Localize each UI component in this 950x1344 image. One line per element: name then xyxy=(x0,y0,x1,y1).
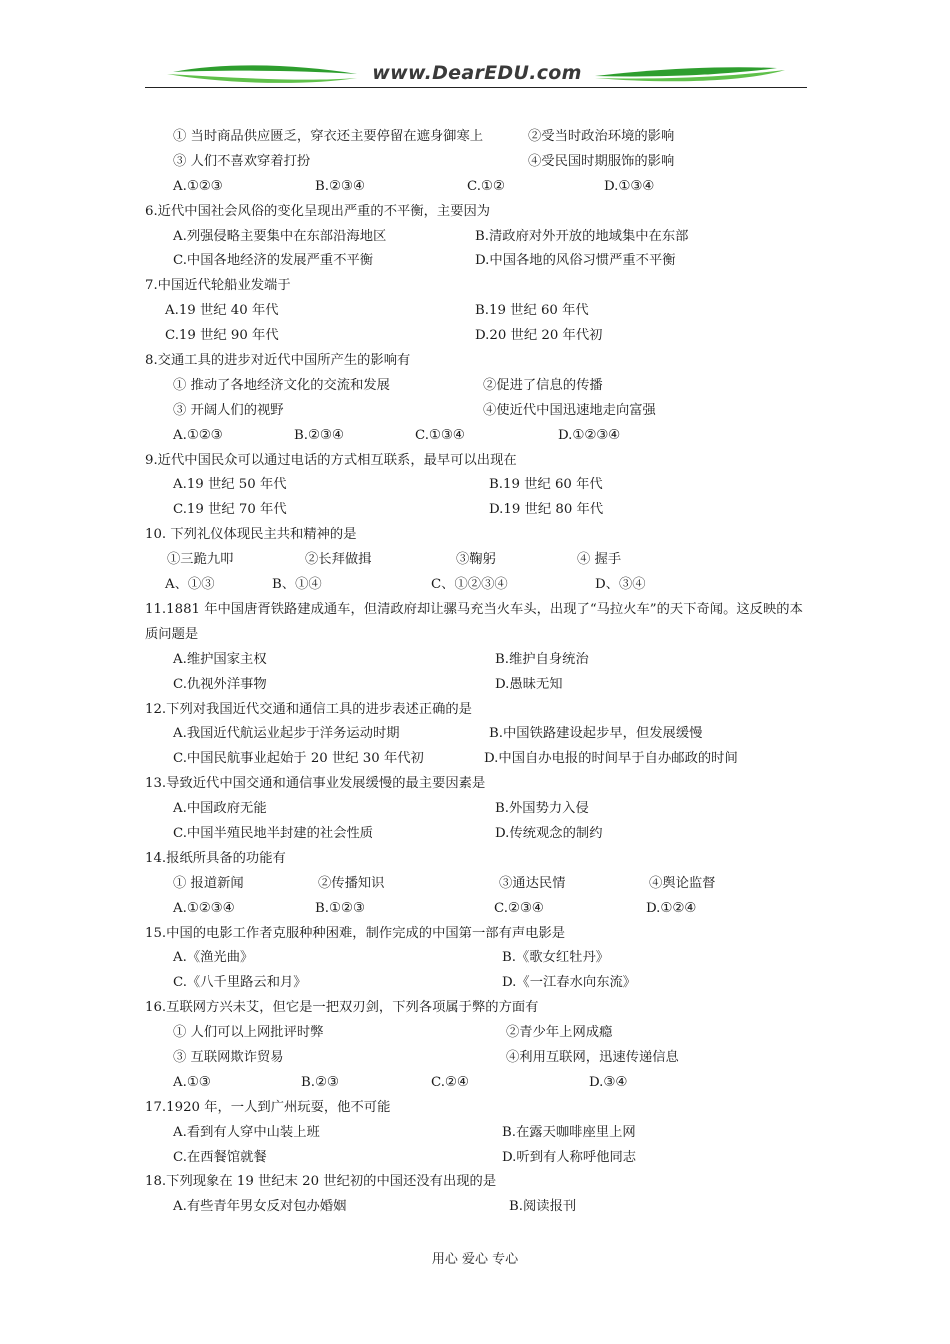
question-stem-text: 18.下列现象在 19 世纪末 20 世纪初的中国还没有出现的是 xyxy=(145,1174,497,1190)
answer-choices-row xyxy=(145,648,810,673)
option-text: ③鞠躬 xyxy=(456,552,496,568)
question-stem xyxy=(145,1170,810,1195)
option-text: ③ 人们不喜欢穿着打扮 xyxy=(173,153,311,169)
answer-choices-row xyxy=(145,175,810,200)
question-stem xyxy=(145,449,810,474)
choice-b: B.②③④ xyxy=(315,178,365,194)
answer-choices-row xyxy=(145,822,810,847)
answer-choices-row xyxy=(145,722,810,747)
choice-a: A.①②③④ xyxy=(173,900,235,916)
choice-a: A.①②③ xyxy=(173,427,223,443)
choice-c: C.中国民航事业起始于 20 世纪 30 年代初 xyxy=(173,751,424,767)
choice-b: B.阅读报刊 xyxy=(509,1199,577,1215)
choice-b: B.清政府对外开放的地域集中在东部 xyxy=(475,228,689,244)
option-text: ④利用互联网，迅速传递信息 xyxy=(506,1049,679,1065)
choice-b: B.①②③ xyxy=(315,900,365,916)
question-stem-text: 9.近代中国民众可以通过电话的方式相互联系，最早可以出现在 xyxy=(145,452,517,468)
choice-d: D.愚昧无知 xyxy=(495,676,563,692)
option-text: ① 当时商品供应匮乏，穿衣还主要停留在遮身御寒上 xyxy=(173,129,484,144)
choice-a: A.19 世纪 50 年代 xyxy=(173,477,287,493)
question-stem xyxy=(145,772,810,797)
answer-choices-row xyxy=(145,1146,810,1171)
choice-a: A.中国政府无能 xyxy=(173,801,267,817)
option-text: ②传播知识 xyxy=(318,875,385,891)
choice-c: C.在西餐馆就餐 xyxy=(173,1149,267,1165)
answer-choices-row xyxy=(145,897,810,922)
option-text: ④使近代中国迅速地走向富强 xyxy=(483,402,656,418)
option-text: ②长拜做揖 xyxy=(305,552,372,568)
choice-a: A.我国近代航运业起步于洋务运动时期 xyxy=(173,726,400,742)
choice-b: B.维护自身统治 xyxy=(495,651,589,667)
choice-b: B.外国势力入侵 xyxy=(495,801,589,817)
option-text: ① 推动了各地经济文化的交流和发展 xyxy=(173,377,390,393)
question-options-row xyxy=(145,399,810,424)
choice-d: D.传统观念的制约 xyxy=(495,825,603,841)
question-stem xyxy=(145,200,810,225)
option-text: ① 报道新闻 xyxy=(173,875,244,891)
question-options-row xyxy=(145,548,810,573)
option-text: ① 人们可以上网批评时弊 xyxy=(173,1025,324,1041)
question-stem-text: 13.导致近代中国交通和通信事业发展缓慢的最主要因素是 xyxy=(145,776,486,792)
question-stem xyxy=(145,1096,810,1121)
option-text: ④ 握手 xyxy=(577,552,622,568)
question-stem-text: 10. 下列礼仪体现民主共和精神的是 xyxy=(145,527,357,543)
choice-a: A.维护国家主权 xyxy=(173,651,267,667)
answer-choices-row xyxy=(145,747,810,772)
option-text: ③通达民情 xyxy=(499,875,566,891)
option-text: ③ 互联网欺诈贸易 xyxy=(173,1049,284,1065)
page-footer: 用心 爱心 专心 xyxy=(431,1252,519,1267)
choice-b: B、①④ xyxy=(272,577,322,593)
question-stem-text: 15.中国的电影工作者克服种种困难，制作完成的中国第一部有声电影是 xyxy=(145,925,566,941)
choice-d: D.中国自办电报的时间早于自办邮政的时间 xyxy=(484,751,738,767)
choice-d: D.①②③④ xyxy=(558,427,621,443)
option-text: ④舆论监督 xyxy=(649,875,716,891)
choice-d: D.①③④ xyxy=(604,178,655,194)
question-stem xyxy=(145,847,810,872)
choice-c: C.②④ xyxy=(431,1074,469,1090)
choice-c: C.①③④ xyxy=(415,427,465,443)
header-rule xyxy=(145,87,807,88)
choice-c: C.19 世纪 70 年代 xyxy=(173,502,287,518)
choice-b: B.19 世纪 60 年代 xyxy=(475,303,589,319)
question-stem xyxy=(145,274,810,299)
question-stem xyxy=(145,922,810,947)
question-stem-text: 6.近代中国社会风俗的变化呈现出严重的不平衡，主要因为 xyxy=(145,203,491,219)
choice-c: C.仇视外洋事物 xyxy=(173,676,267,692)
exam-content xyxy=(145,125,810,1220)
choice-b: B.在露天咖啡座里上网 xyxy=(502,1124,636,1140)
choice-b: B.②③ xyxy=(301,1074,339,1090)
answer-choices-row xyxy=(145,971,810,996)
question-stem xyxy=(145,523,810,548)
question-options-row xyxy=(145,1046,810,1071)
option-text: ①三跪九叩 xyxy=(167,552,234,568)
question-stem-text: 16.互联网方兴未艾，但它是一把双刃剑，下列各项属于弊的方面有 xyxy=(145,1000,539,1016)
question-stem xyxy=(145,598,810,648)
answer-choices-row xyxy=(145,1121,810,1146)
option-text: ②受当时政治环境的影响 xyxy=(528,129,675,144)
choice-c: C.中国各地经济的发展严重不平衡 xyxy=(173,253,374,269)
question-options-row xyxy=(145,150,810,175)
site-header-banner xyxy=(145,60,807,90)
choice-a: A.①③ xyxy=(173,1074,211,1090)
answer-choices-row xyxy=(145,673,810,698)
question-stem xyxy=(145,698,810,723)
question-stem-text: 11.1881 年中国唐胥铁路建成通车，但清政府却让骡马充当火车头，出现了“马拉火车”的天下奇闻。这反映的本质问题是 xyxy=(145,601,803,642)
question-options-row xyxy=(145,1021,810,1046)
choice-c: C.②③④ xyxy=(494,900,544,916)
answer-choices-row xyxy=(145,324,810,349)
choice-b: B.《歌女红牡丹》 xyxy=(502,950,610,966)
answer-choices-row xyxy=(145,797,810,822)
choice-d: D.①②④ xyxy=(646,900,697,916)
option-text: ②促进了信息的传播 xyxy=(483,377,603,393)
choice-d: D、③④ xyxy=(595,577,646,593)
choice-c: C.《八千里路云和月》 xyxy=(173,975,307,991)
question-options-row xyxy=(145,872,810,897)
question-options-row xyxy=(145,125,810,150)
choice-b: B.②③④ xyxy=(294,427,344,443)
choice-a: A.看到有人穿中山装上班 xyxy=(173,1124,320,1140)
choice-a: A.①②③ xyxy=(173,178,223,194)
option-text: ②青少年上网成瘾 xyxy=(506,1025,613,1041)
answer-choices-row xyxy=(145,424,810,449)
choice-d: D.③④ xyxy=(589,1074,628,1090)
choice-a: A.有些青年男女反对包办婚姻 xyxy=(173,1199,347,1215)
choice-d: D.中国各地的风俗习惯严重不平衡 xyxy=(475,253,676,269)
choice-a: A.《渔光曲》 xyxy=(173,950,254,966)
answer-choices-row xyxy=(145,473,810,498)
question-stem-text: 8.交通工具的进步对近代中国所产生的影响有 xyxy=(145,353,411,369)
question-stem-text: 7.中国近代轮船业发端于 xyxy=(145,278,291,294)
question-stem xyxy=(145,996,810,1021)
choice-c: C.19 世纪 90 年代 xyxy=(165,328,279,344)
answer-choices-row xyxy=(145,1071,810,1096)
choice-b: B.中国铁路建设起步早，但发展缓慢 xyxy=(489,726,703,742)
site-logo-text: www.DearEDU.com xyxy=(372,62,582,84)
answer-choices-row xyxy=(145,225,810,250)
answer-choices-row xyxy=(145,498,810,523)
choice-d: D.《一江春水向东流》 xyxy=(502,975,637,991)
choice-c: C.①② xyxy=(467,178,505,194)
choice-c: C、①②③④ xyxy=(431,577,508,593)
answer-choices-row xyxy=(145,573,810,598)
question-stem xyxy=(145,349,810,374)
option-text: ③ 开阔人们的视野 xyxy=(173,402,284,418)
choice-a: A.19 世纪 40 年代 xyxy=(165,303,279,319)
choice-a: A.列强侵略主要集中在东部沿海地区 xyxy=(173,228,387,244)
choice-a: A、①③ xyxy=(165,577,215,593)
answer-choices-row xyxy=(145,299,810,324)
choice-d: D.听到有人称呼他同志 xyxy=(502,1149,637,1165)
choice-c: C.中国半殖民地半封建的社会性质 xyxy=(173,825,374,841)
question-stem-text: 14.报纸所具备的功能有 xyxy=(145,850,286,866)
answer-choices-row xyxy=(145,1195,810,1220)
choice-b: B.19 世纪 60 年代 xyxy=(489,477,603,493)
option-text: ④受民国时期服饰的影响 xyxy=(528,153,675,169)
question-options-row xyxy=(145,374,810,399)
question-stem-text: 17.1920 年，一人到广州玩耍，他不可能 xyxy=(145,1099,391,1115)
choice-d: D.19 世纪 80 年代 xyxy=(489,502,604,518)
answer-choices-row xyxy=(145,249,810,274)
question-stem-text: 12.下列对我国近代交通和通信工具的进步表述正确的是 xyxy=(145,701,472,717)
choice-d: D.20 世纪 20 年代初 xyxy=(475,328,603,344)
answer-choices-row xyxy=(145,946,810,971)
